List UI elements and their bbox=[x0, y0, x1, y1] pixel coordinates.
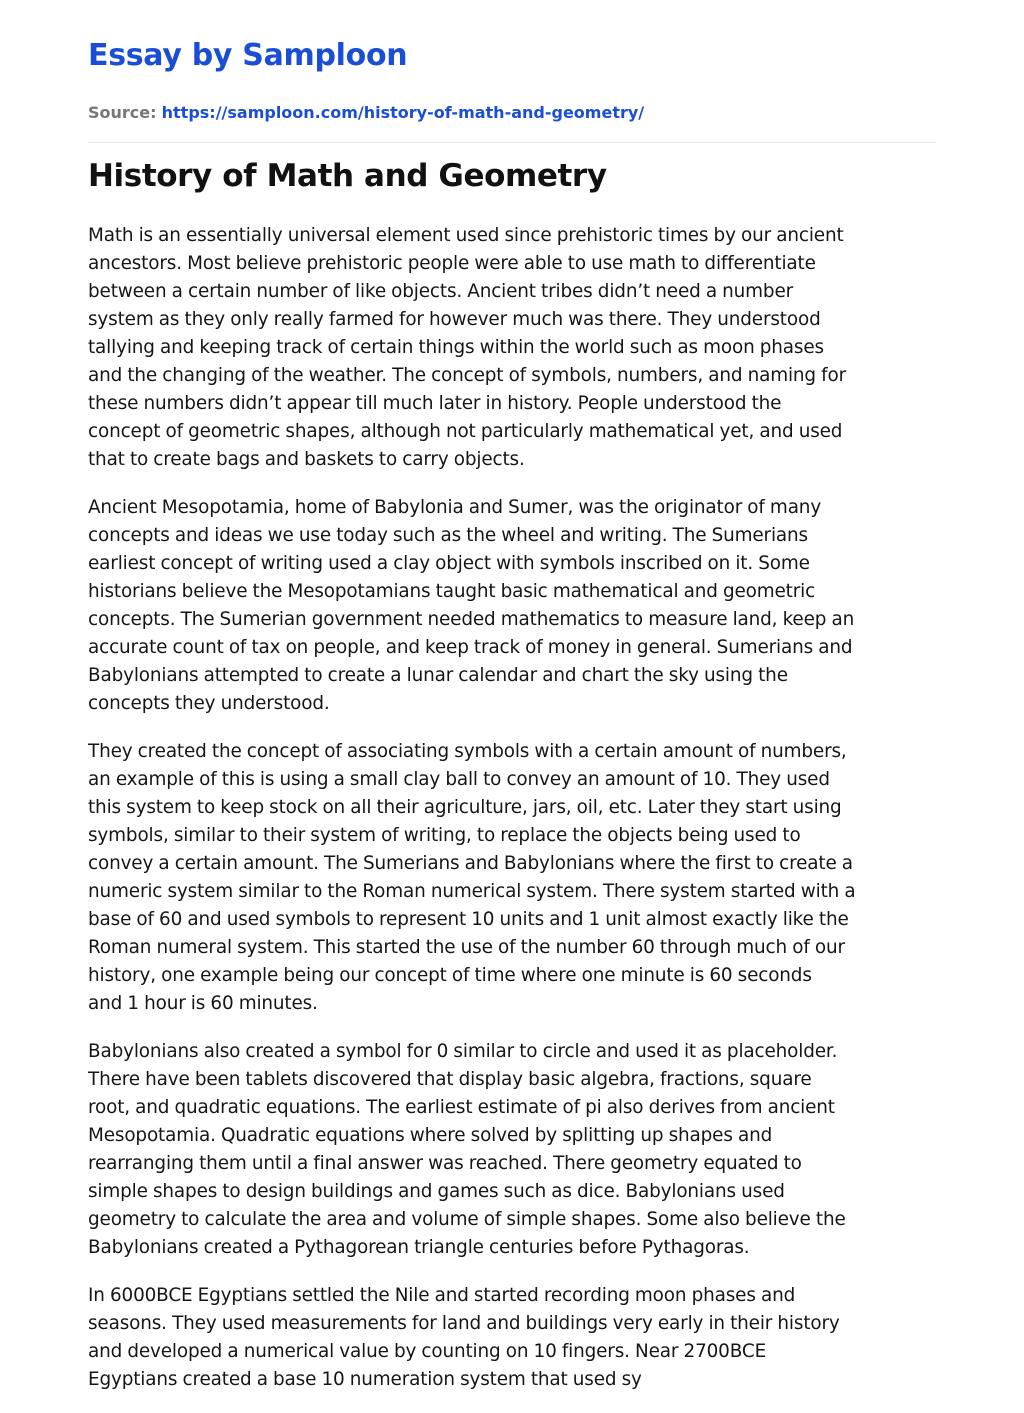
header-divider bbox=[88, 142, 936, 143]
source-label: Source: bbox=[88, 103, 157, 122]
source-line bbox=[88, 101, 644, 125]
essay-paragraph: Math is an essentially universal element used since prehistoric times by our ancient ancestors. Most believe prehistoric people were able to use math to differentiate between a certain number of like objects. Ancient tribes didn’t need a number system as they only really farmed for however much was there. They understood tallying and keeping track of certain things within the world such as moon phases and the changing of the weather. The concept of symbols, numbers, and naming for these numbers didn’t appear till much later in history. People understood the concept of geometric shapes, although not particularly mathematical yet, and used that to create bags and baskets to carry objects. bbox=[88, 225, 846, 470]
site-brand: Essay by Samploon bbox=[88, 38, 408, 73]
essay-paragraph: They created the concept of associating symbols with a certain amount of numbers, an example of this is using a small clay ball to convey an amount of 10. They used this system to keep stock on all their agriculture, jars, oil, etc. Later they start using symbols, similar to their system of writing, to replace the objects being used to convey a certain amount. The Sumerians and Babylonians where the first to create a numeric system similar to the Roman numerical system. There system started with a base of 60 and used symbols to represent 10 units and 1 unit almost exactly like the Roman numeral system. This started the use of the number 60 through much of our history, one example being our concept of time where one minute is 60 seconds and 1 hour is 60 minutes. bbox=[88, 741, 856, 1014]
source-link[interactable]: https://samploon.com/history-of-math-and-geometry/ bbox=[161, 103, 645, 122]
essay-body bbox=[88, 222, 938, 1413]
essay-paragraph: Ancient Mesopotamia, home of Babylonia and Sumer, was the originator of many concepts and ideas we use today such as the wheel and writing. The Sumerians earliest concept of writing used a clay object with symbols inscribed on it. Some historians believe the Mesopotamians taught basic mathematical and geometric concepts. The Sumerian government needed mathematics to measure land, keep an accurate count of tax on people, and keep track of money in general. Sumerians and Babylonians attempted to create a lunar calendar and chart the sky using the concepts they understood. bbox=[88, 497, 855, 714]
essay-paragraph: In 6000BCE Egyptians settled the Nile and started recording moon phases and seasons. They used measurements for land and buildings very early in their history and developed a numerical value by counting on 10 fingers. Near 2700BCE Egyptians created a base 10 numeration system that used sy bbox=[88, 1285, 840, 1390]
essay-title: History of Math and Geometry bbox=[88, 158, 607, 194]
essay-paragraph: Babylonians also created a symbol for 0 similar to circle and used it as placeholder. There have been tablets discovered that display basic algebra, fractions, square root, and quadratic equations. The earliest estimate of pi also derives from ancient Mesopotamia. Quadratic equations where solved by splitting up shapes and rearranging them until a final answer was reached. There geometry equated to simple shapes to design buildings and games such as dice. Babylonians used geometry to calculate the area and volume of simple shapes. Some also believe the Babylonians created a Pythagorean triangle centuries before Pythagoras. bbox=[88, 1041, 846, 1258]
